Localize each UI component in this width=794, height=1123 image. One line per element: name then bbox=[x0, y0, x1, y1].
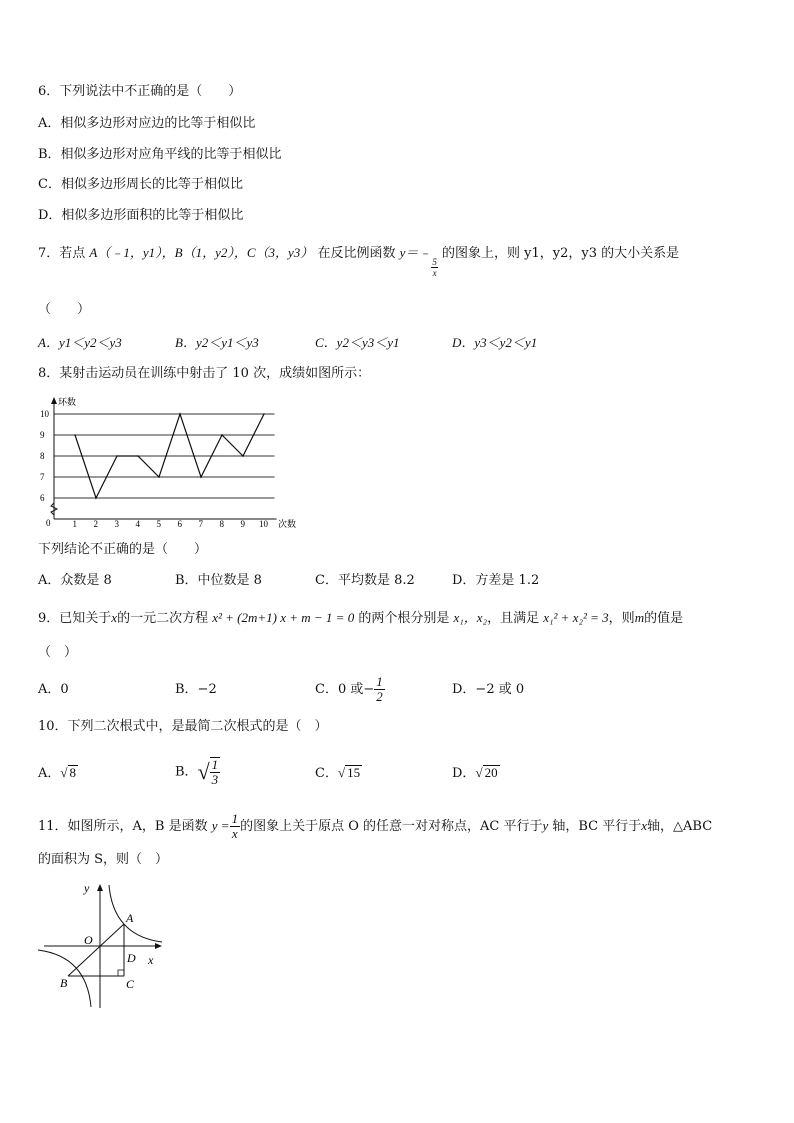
q11-figure bbox=[36, 880, 171, 1015]
q7-func-fraction bbox=[431, 257, 438, 278]
q9-var-m: m bbox=[634, 610, 645, 625]
chart-grid bbox=[54, 414, 275, 498]
fig-label-y: y bbox=[84, 881, 90, 895]
fig-label-x: x bbox=[148, 953, 154, 967]
q9-stem bbox=[38, 610, 683, 627]
chart-axes bbox=[51, 397, 277, 519]
q6-option-a: A．相似多边形对应边的比等于相似比 bbox=[38, 116, 256, 131]
chart-point-8 bbox=[221, 434, 223, 436]
q7-paren: （ ） bbox=[38, 302, 91, 317]
q7-stem bbox=[38, 243, 680, 278]
q10-sqrt-b: √ bbox=[197, 759, 210, 784]
chart-ytick-10: 10 bbox=[40, 409, 49, 419]
q10-option-a bbox=[38, 765, 78, 782]
q10-sqrt-d: √ 20 bbox=[475, 765, 498, 780]
q8-option-b: B．中位数是 8 bbox=[175, 573, 262, 588]
q10-rad-a: 8 bbox=[69, 765, 77, 780]
q10-option-c bbox=[315, 765, 362, 782]
q7-func-num: 5 bbox=[432, 257, 437, 267]
chart-ylabel: 环数 bbox=[58, 397, 77, 407]
fig-x-arrow bbox=[155, 943, 162, 949]
q11-func-den: x bbox=[231, 826, 238, 841]
q7-prefix: 7．若点 bbox=[38, 246, 86, 261]
q6-option-c: C．相似多边形周长的比等于相似比 bbox=[38, 177, 243, 192]
q10-rad-b-fraction bbox=[210, 757, 221, 787]
chart-xtick-4: 4 bbox=[135, 519, 140, 529]
q9-mid1: 的一元二次方程 bbox=[117, 611, 209, 626]
q9-mid4: ，则 bbox=[608, 611, 635, 626]
fig-label-c: C bbox=[126, 977, 135, 991]
chart-ytick-7: 7 bbox=[40, 472, 45, 482]
q10-option-d bbox=[452, 765, 500, 782]
chart-xtick-6: 6 bbox=[177, 519, 182, 529]
q7-points: A（﹣1，y1），B（1，y2），C（3，y3） bbox=[89, 245, 314, 260]
q11-mid3: 轴，△ABC bbox=[647, 819, 713, 834]
q10-stem: 10．下列二次根式中，是最简二次根式的是（ ） bbox=[38, 719, 328, 734]
q9-suffix: 的值是 bbox=[644, 611, 684, 626]
q10-label-c: C． bbox=[315, 766, 338, 781]
q8-option-d: D．方差是 1.2 bbox=[452, 573, 540, 588]
q11-func-fraction bbox=[230, 812, 241, 841]
chart-point-3 bbox=[116, 455, 118, 457]
q9-c-den: 2 bbox=[376, 689, 383, 704]
chart-ytick-8: 8 bbox=[40, 451, 45, 461]
fig-label-d: D bbox=[127, 951, 136, 965]
q11-func-num: 1 bbox=[231, 811, 239, 826]
q10-label-d: D． bbox=[452, 766, 476, 781]
q7-func-lhs: y＝﹣ bbox=[399, 245, 432, 260]
q8-followup: 下列结论不正确的是（ ） bbox=[38, 542, 208, 557]
chart-point-4 bbox=[137, 455, 139, 457]
q8-option-c: C．平均数是 8.2 bbox=[315, 573, 415, 588]
q9-mid2: 的两个根分别是 bbox=[358, 611, 450, 626]
q11-axis-x: x bbox=[641, 818, 648, 833]
q7-option-a: A．y1＜y2＜y3 bbox=[38, 335, 122, 350]
q10-rad-d: 20 bbox=[484, 765, 498, 780]
q9-option-b: B．−2 bbox=[175, 682, 217, 697]
fig-y-arrow bbox=[97, 884, 103, 891]
q9-equation: x² + (2m+1) x + m − 1 = 0 bbox=[212, 610, 355, 625]
fig-label-b: B bbox=[60, 976, 68, 990]
chart-xtick-2: 2 bbox=[93, 519, 98, 529]
fig-right-angle-mark bbox=[118, 970, 124, 976]
q6-option-d: D．相似多边形面积的比等于相似比 bbox=[38, 208, 244, 223]
chart-point-5 bbox=[158, 476, 160, 478]
q9-option-c-fraction bbox=[374, 675, 385, 704]
fig-curve-upper bbox=[109, 885, 162, 942]
q9-mid3: ，且满足 bbox=[487, 611, 540, 626]
q7-option-d: D．y3＜y2＜y1 bbox=[452, 335, 538, 350]
q6-option-b: B．相似多边形对应角平线的比等于相似比 bbox=[38, 147, 282, 162]
q9-var-x: x bbox=[111, 610, 118, 625]
chart-ytick-6: 6 bbox=[40, 493, 45, 503]
chart-point-6 bbox=[179, 413, 181, 415]
q9-option-c bbox=[315, 672, 385, 708]
chart-tick-labels bbox=[40, 409, 269, 529]
chart-point-2 bbox=[95, 497, 97, 499]
chart-point-1 bbox=[74, 434, 76, 436]
q11-stem bbox=[38, 808, 712, 845]
q9-option-a: A．0 bbox=[38, 682, 69, 697]
fig-segment-ab bbox=[68, 924, 124, 976]
chart-point-7 bbox=[200, 476, 202, 478]
q9-roots: x₁，x₂ bbox=[453, 610, 488, 625]
q9-option-c-text: C．0 或− bbox=[315, 682, 375, 697]
q11-line2: 的面积为 S，则（ ） bbox=[38, 852, 169, 867]
chart-xtick-8: 8 bbox=[219, 519, 224, 529]
q8-stem: 8．某射击运动员在训练中射击了 10 次，成绩如图所示： bbox=[38, 366, 371, 381]
q10-sqrt-c: √ 15 bbox=[337, 765, 361, 780]
chart-origin-label: 0 bbox=[46, 518, 51, 528]
q9-c-num: 1 bbox=[376, 674, 383, 689]
q10-rad-b-num: 1 bbox=[211, 757, 219, 772]
q9-paren: （ ） bbox=[38, 645, 78, 660]
q8-line-chart bbox=[36, 392, 301, 534]
q10-label-b: B． bbox=[175, 764, 198, 780]
chart-ytick-9: 9 bbox=[40, 430, 45, 440]
chart-y-arrow bbox=[51, 397, 57, 404]
q10-rad-c: 15 bbox=[347, 765, 361, 780]
q10-sqrt-a: √ 8 bbox=[60, 765, 77, 780]
chart-xtick-3: 3 bbox=[114, 519, 119, 529]
q9-condition: x₁² + x₂² = 3 bbox=[543, 610, 609, 625]
chart-xlabel: 次数 bbox=[278, 519, 297, 529]
q7-option-b: B．y2＜y1＜y3 bbox=[175, 335, 259, 350]
fig-label-a: A bbox=[126, 911, 134, 925]
chart-xtick-5: 5 bbox=[156, 519, 161, 529]
q7-mid: 在反比例函数 bbox=[317, 246, 396, 261]
q7-func-den: x bbox=[432, 268, 437, 278]
q6-stem: 6．下列说法中不正确的是（ ） bbox=[38, 84, 242, 99]
q9-option-d: D．−2 或 0 bbox=[452, 682, 525, 697]
fig-label-o: O bbox=[84, 933, 93, 947]
chart-xtick-7: 7 bbox=[198, 519, 203, 529]
q11-mid: 的图象上关于原点 O 的任意一对对称点，AC 平行于 bbox=[240, 819, 543, 834]
q10-rad-b-den: 3 bbox=[211, 772, 219, 787]
q11-func-lhs: y = bbox=[211, 818, 230, 833]
chart-xtick-9: 9 bbox=[240, 519, 245, 529]
chart-xtick-10: 10 bbox=[259, 519, 268, 529]
q7-option-c: C．y2＜y3＜y1 bbox=[315, 335, 400, 350]
q10-option-b bbox=[175, 752, 220, 793]
q7-suffix: 的图象上，则 y1，y2，y3 的大小关系是 bbox=[442, 246, 680, 261]
q11-prefix: 11．如图所示，A，B 是函数 bbox=[38, 819, 208, 834]
q11-mid2: 轴，BC 平行于 bbox=[552, 819, 642, 834]
chart-point-10 bbox=[263, 413, 265, 415]
q9-prefix: 9．已知关于 bbox=[38, 611, 112, 626]
q11-axis-y: y bbox=[542, 818, 549, 833]
q10-label-a: A． bbox=[38, 766, 61, 781]
chart-xtick-1: 1 bbox=[72, 519, 77, 529]
chart-point-9 bbox=[242, 455, 244, 457]
q8-option-a: A．众数是 8 bbox=[38, 573, 112, 588]
